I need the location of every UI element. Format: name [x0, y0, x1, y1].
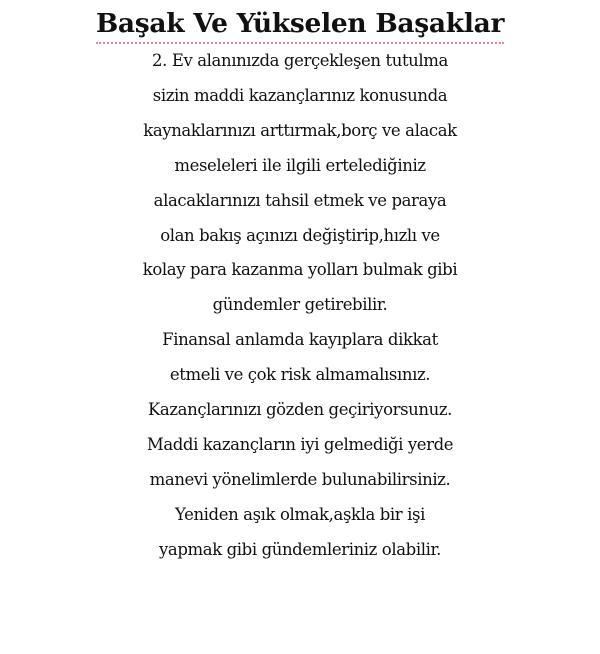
document-title: Başak Ve Yükselen Başaklar	[96, 6, 504, 44]
text-line: Kazançlarınızı gözden geçiriyorsunuz.	[148, 400, 452, 420]
title-wrapper	[0, 6, 600, 44]
text-line: kolay para kazanma yolları bulmak gibi	[142, 260, 458, 280]
text-line: Yeniden aşık olmak,aşkla bir işi	[175, 504, 425, 524]
text-line: Finansal anlamda kayıplara dikkat	[162, 330, 438, 350]
text-line: 2. Ev alanınızda gerçekleşen tutulma	[152, 51, 448, 70]
text-line: manevi yönelimlerde bulunabilirsiniz.	[149, 469, 451, 489]
text-line: sizin maddi kazançlarınız konusunda	[152, 85, 448, 105]
text-line: alacaklarınızı tahsil etmek ve paraya	[153, 190, 447, 210]
text-line: olan bakış açınızı değiştirip,hızlı ve	[160, 225, 440, 245]
text-line: yapmak gibi gündemleriniz olabilir.	[159, 539, 441, 559]
text-line: meseleleri ile ilgili ertelediğiniz	[174, 155, 426, 175]
text-body	[0, 44, 600, 568]
text-line: kaynaklarınızı arttırmak,borç ve alacak	[143, 120, 457, 140]
text-line: Maddi kazançların iyi gelmediği yerde	[146, 434, 454, 454]
text-line: gündemler getirebilir.	[212, 295, 388, 315]
text-line: etmeli ve çok risk almamalısınız.	[169, 365, 431, 385]
